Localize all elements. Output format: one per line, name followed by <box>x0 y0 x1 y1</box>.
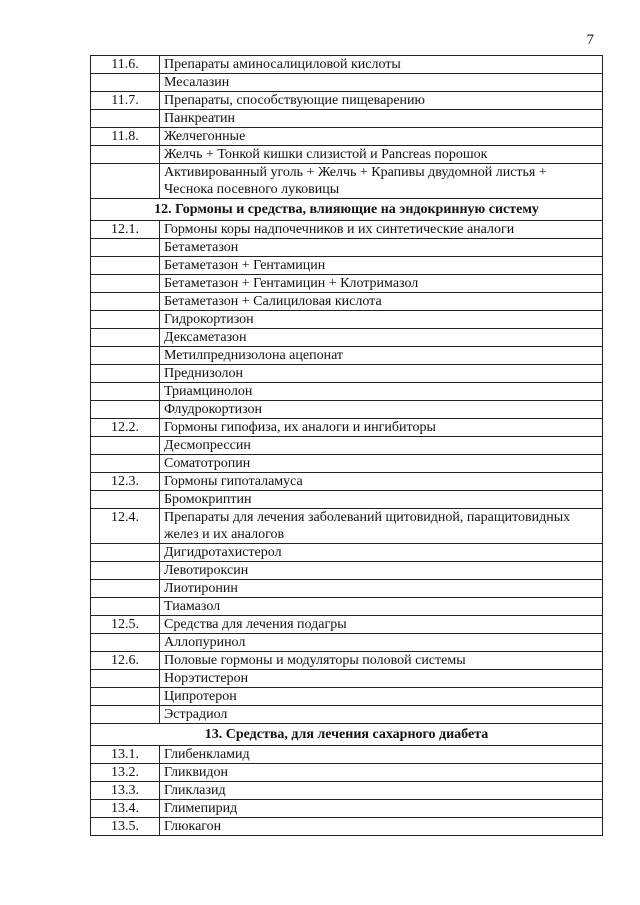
table-row <box>91 311 603 329</box>
row-text: Гликвидон <box>160 764 603 782</box>
row-text: Глибенкламид <box>160 746 603 764</box>
row-number <box>91 544 160 562</box>
row-number: 11.6. <box>91 56 160 74</box>
row-number: 12.1. <box>91 221 160 239</box>
row-text: Средства для лечения подагры <box>160 616 603 634</box>
row-text: Ципротерон <box>160 688 603 706</box>
table-row <box>91 562 603 580</box>
row-text: Гликлазид <box>160 782 603 800</box>
row-number <box>91 365 160 383</box>
table-row <box>91 746 603 764</box>
row-text: Бетаметазон + Гентамицин <box>160 257 603 275</box>
table-row <box>91 764 603 782</box>
row-text: Бетаметазон <box>160 239 603 257</box>
table-row <box>91 239 603 257</box>
row-number: 12.6. <box>91 652 160 670</box>
row-number <box>91 275 160 293</box>
row-number <box>91 670 160 688</box>
row-number: 13.1. <box>91 746 160 764</box>
row-text: Бромокриптин <box>160 491 603 509</box>
row-text: Глюкагон <box>160 818 603 836</box>
row-text: Желчегонные <box>160 128 603 146</box>
row-text: Дексаметазон <box>160 329 603 347</box>
table-row <box>91 688 603 706</box>
row-number: 12.3. <box>91 473 160 491</box>
table-row <box>91 670 603 688</box>
row-text: Преднизолон <box>160 365 603 383</box>
table-row <box>91 110 603 128</box>
table-row <box>91 598 603 616</box>
row-number <box>91 110 160 128</box>
table-row <box>91 329 603 347</box>
row-number <box>91 491 160 509</box>
row-text: Левотироксин <box>160 562 603 580</box>
row-number: 13.3. <box>91 782 160 800</box>
row-text: Десмопрессин <box>160 437 603 455</box>
table-row <box>91 419 603 437</box>
table-row <box>91 437 603 455</box>
row-text: Глимепирид <box>160 800 603 818</box>
row-number <box>91 455 160 473</box>
table-row <box>91 491 603 509</box>
row-number <box>91 562 160 580</box>
page-number: 7 <box>586 32 594 48</box>
table-row <box>91 634 603 652</box>
row-number: 12.5. <box>91 616 160 634</box>
row-text: Норэтистерон <box>160 670 603 688</box>
row-text: Метилпреднизолона ацепонат <box>160 347 603 365</box>
row-text: Соматотропин <box>160 455 603 473</box>
row-number <box>91 634 160 652</box>
row-text: Гидрокортизон <box>160 311 603 329</box>
row-number <box>91 383 160 401</box>
row-text: Гормоны гипофиза, их аналоги и ингибиторы <box>160 419 603 437</box>
table-row <box>91 455 603 473</box>
row-number <box>91 329 160 347</box>
table-row <box>91 146 603 164</box>
table-row <box>91 128 603 146</box>
row-text: Аллопуринол <box>160 634 603 652</box>
table-row <box>91 473 603 491</box>
row-text: Бетаметазон + Салициловая кислота <box>160 293 603 311</box>
row-text: Половые гормоны и модуляторы половой системы <box>160 652 603 670</box>
row-number: 13.2. <box>91 764 160 782</box>
section-heading: 13. Средства, для лечения сахарного диабета <box>91 724 603 746</box>
table-row <box>91 509 603 544</box>
row-number: 13.4. <box>91 800 160 818</box>
table-row <box>91 257 603 275</box>
row-number <box>91 706 160 724</box>
row-number <box>91 347 160 365</box>
table-row <box>91 544 603 562</box>
row-text: Препараты для лечения заболеваний щитовидной, паращитовидных желез и их аналогов <box>160 509 603 544</box>
row-number: 11.8. <box>91 128 160 146</box>
table-row <box>91 818 603 836</box>
row-text: Желчь + Тонкой кишки слизистой и Pancreas порошок <box>160 146 603 164</box>
row-text: Триамцинолон <box>160 383 603 401</box>
row-number: 11.7. <box>91 92 160 110</box>
table-row <box>91 706 603 724</box>
row-text: Гормоны коры надпочечников и их синтетические аналоги <box>160 221 603 239</box>
row-number <box>91 311 160 329</box>
table-row <box>91 365 603 383</box>
row-number: 13.5. <box>91 818 160 836</box>
table-row <box>91 347 603 365</box>
row-text: Препараты аминосалициловой кислоты <box>160 56 603 74</box>
row-number <box>91 401 160 419</box>
row-text: Тиамазол <box>160 598 603 616</box>
table-row <box>91 782 603 800</box>
section-heading-row <box>91 199 603 221</box>
table-row <box>91 293 603 311</box>
section-heading-row <box>91 724 603 746</box>
section-heading: 12. Гормоны и средства, влияющие на эндокринную систему <box>91 199 603 221</box>
table-row <box>91 74 603 92</box>
table-row <box>91 56 603 74</box>
row-text: Панкреатин <box>160 110 603 128</box>
row-text: Препараты, способствующие пищеварению <box>160 92 603 110</box>
row-text: Эстрадиол <box>160 706 603 724</box>
row-number <box>91 239 160 257</box>
row-number <box>91 293 160 311</box>
row-number <box>91 598 160 616</box>
table-row <box>91 401 603 419</box>
table-row <box>91 164 603 199</box>
table-row <box>91 652 603 670</box>
table-row <box>91 92 603 110</box>
table-row <box>91 616 603 634</box>
row-text: Активированный уголь + Желчь + Крапивы двудомной листья + Чеснока посевного луковицы <box>160 164 603 199</box>
row-number <box>91 437 160 455</box>
row-number <box>91 164 160 199</box>
row-text: Дигидротахистерол <box>160 544 603 562</box>
row-text: Бетаметазон + Гентамицин + Клотримазол <box>160 275 603 293</box>
row-number <box>91 688 160 706</box>
table-body <box>91 56 603 836</box>
table-row <box>91 221 603 239</box>
row-number <box>91 257 160 275</box>
table-row <box>91 800 603 818</box>
row-text: Лиотиронин <box>160 580 603 598</box>
row-number <box>91 580 160 598</box>
row-number <box>91 74 160 92</box>
row-text: Месалазин <box>160 74 603 92</box>
row-text: Флудрокортизон <box>160 401 603 419</box>
row-text: Гормоны гипоталамуса <box>160 473 603 491</box>
row-number: 12.2. <box>91 419 160 437</box>
row-number: 12.4. <box>91 509 160 544</box>
row-number <box>91 146 160 164</box>
table-row <box>91 275 603 293</box>
table-row <box>91 383 603 401</box>
table-row <box>91 580 603 598</box>
drug-table <box>90 55 603 836</box>
